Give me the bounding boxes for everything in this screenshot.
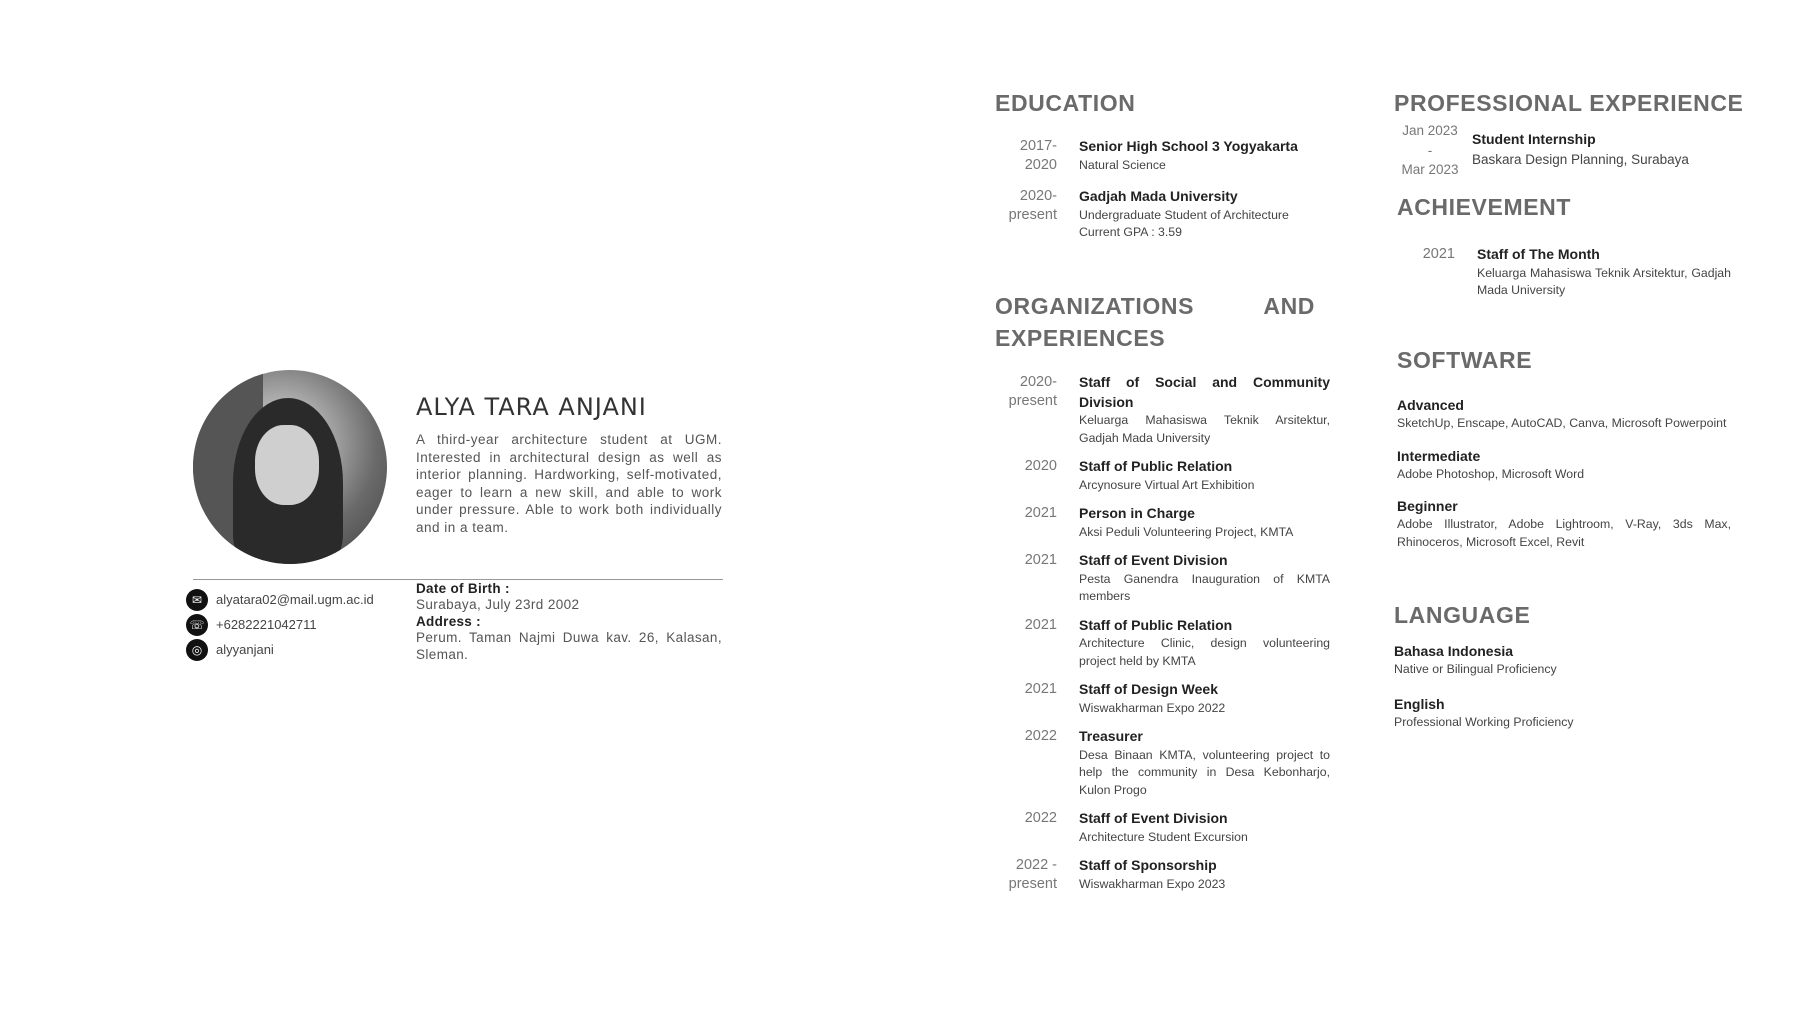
organization-detail: Wiswakharman Expo 2022	[1079, 700, 1226, 715]
organization-role: Staff of Event Division	[1079, 552, 1228, 568]
contact-phone-text: +6282221042711	[216, 617, 317, 632]
organization-item	[985, 373, 1330, 447]
dob-value: Surabaya, July 23rd 2002	[416, 597, 580, 612]
organizations-title	[995, 290, 1315, 354]
organization-detail: Aksi Peduli Volunteering Project, KMTA	[1079, 524, 1294, 539]
language-title: LANGUAGE	[1394, 602, 1531, 628]
education-detail: Undergraduate Student of Architecture Current GPA : 3.59	[1079, 207, 1289, 239]
organization-role: Staff of Event Division	[1079, 810, 1228, 826]
software-list	[1397, 396, 1731, 551]
organization-year: 2021	[1024, 552, 1057, 568]
profile-divider	[193, 579, 723, 580]
contact-list	[186, 587, 374, 662]
organization-role: Treasurer	[1079, 728, 1143, 744]
organization-year: 2021	[1024, 681, 1057, 697]
organization-role: Staff of Public Relation	[1079, 616, 1233, 633]
organization-detail: Arcynosure Virtual Art Exhibition	[1079, 477, 1255, 492]
organization-year: 2020- present	[1008, 374, 1057, 409]
organization-item	[985, 809, 1330, 846]
whatsapp-icon: ☏	[186, 614, 208, 636]
organization-item	[985, 680, 1330, 717]
email-icon: ✉	[186, 589, 208, 611]
professional-item	[1394, 121, 1689, 180]
education-year: 2017- 2020	[1019, 138, 1057, 173]
education-school: Gadjah Mada University	[1079, 188, 1238, 204]
language-level: Professional Working Proficiency	[1394, 714, 1574, 729]
organization-role: Staff of Sponsorship	[1079, 857, 1217, 873]
achievement-name: Staff of The Month	[1477, 246, 1600, 262]
organization-year: 2022	[1024, 728, 1057, 744]
software-level-label: Advanced	[1397, 397, 1464, 413]
organization-detail: Pesta Ganendra Inauguration of KMTA members	[1079, 571, 1330, 603]
software-title: SOFTWARE	[1397, 347, 1533, 373]
contact-email[interactable]	[186, 587, 374, 612]
professional-title: PROFESSIONAL EXPERIENCE	[1394, 90, 1744, 116]
organization-item	[985, 551, 1330, 606]
education-item	[985, 137, 1330, 175]
profile-summary: A third-year architecture student at UGM. Interested in architectural design as well as interior planning. Hardworking, self-motivated, eager to learn a new skill, and able to work under pressure. Able to work both individually and in a team.	[416, 432, 722, 535]
education-title: EDUCATION	[995, 90, 1136, 116]
profile-name: ALYA TARA ANJANI	[416, 393, 647, 421]
contact-phone[interactable]	[186, 612, 374, 637]
photo-face	[255, 425, 319, 505]
software-level-advanced	[1397, 396, 1731, 433]
organization-year: 2021	[1024, 616, 1057, 633]
education-item	[985, 187, 1330, 242]
organization-detail: Architecture Clinic, design volunteering project held by KMTA	[1079, 636, 1330, 668]
language-item	[1394, 642, 1574, 679]
achievement-item	[1410, 245, 1731, 300]
organizations-title-part2: AND	[1263, 293, 1315, 319]
organization-role: Person in Charge	[1079, 505, 1195, 521]
organization-year: 2022	[1024, 810, 1057, 826]
language-list	[1394, 642, 1574, 731]
language-name: Bahasa Indonesia	[1394, 643, 1514, 659]
achievement-title: ACHIEVEMENT	[1397, 194, 1572, 220]
instagram-icon: ◎	[186, 639, 208, 661]
organization-detail: Keluarga Mahasiswa Teknik Arsitektur, Gadjah Mada University	[1079, 413, 1330, 445]
software-level-label: Beginner	[1397, 498, 1458, 514]
software-level-label: Intermediate	[1397, 447, 1481, 464]
professional-period: Jan 2023 - Mar 2023	[1401, 123, 1459, 177]
software-level-beginner	[1397, 497, 1731, 551]
education-detail: Natural Science	[1079, 157, 1166, 172]
contact-email-text: alyatara02@mail.ugm.ac.id	[216, 592, 374, 607]
achievement-detail: Keluarga Mahasiswa Teknik Arsitektur, Gadjah Mada University	[1477, 265, 1731, 297]
address-value: Perum. Taman Najmi Duwa kav. 26, Kalasan, Sleman.	[416, 629, 722, 662]
education-school: Senior High School 3 Yogyakarta	[1079, 138, 1298, 154]
organization-item	[985, 457, 1330, 494]
language-level: Native or Bilingual Proficiency	[1394, 662, 1557, 676]
organization-role: Staff of Social and Community Division	[1079, 374, 1330, 410]
software-level-items: SketchUp, Enscape, AutoCAD, Canva, Microsoft Powerpoint	[1397, 416, 1727, 430]
language-item	[1394, 695, 1574, 732]
organizations-list	[985, 373, 1330, 894]
contact-instagram[interactable]	[186, 637, 374, 662]
organization-role: Staff of Public Relation	[1079, 458, 1233, 474]
organizations-title-part3: EXPERIENCES	[995, 325, 1166, 351]
organization-item	[985, 856, 1330, 894]
address-label: Address :	[416, 613, 481, 629]
personal-info	[416, 581, 722, 664]
profile-photo	[193, 370, 387, 564]
software-level-items: Adobe Illustrator, Adobe Lightroom, V-Ray, 3ds Max, Rhinoceros, Microsoft Excel, Revit	[1397, 517, 1731, 549]
organization-detail: Wiswakharman Expo 2023	[1079, 876, 1226, 891]
organization-detail: Desa Binaan KMTA, volunteering project to help the community in Desa Kebonharjo, Kulon Progo	[1079, 747, 1330, 797]
organizations-title-part1: ORGANIZATIONS	[995, 293, 1195, 319]
organization-year: 2022 - present	[1008, 857, 1057, 892]
professional-role: Student Internship	[1472, 131, 1596, 147]
software-level-items: Adobe Photoshop, Microsoft Word	[1397, 466, 1585, 481]
education-year: 2020- present	[1008, 188, 1057, 223]
language-name: English	[1394, 695, 1445, 712]
organization-detail: Architecture Student Excursion	[1079, 829, 1248, 844]
organization-item	[985, 727, 1330, 799]
organization-year: 2020	[1024, 458, 1057, 474]
professional-company: Baskara Design Planning, Surabaya	[1472, 151, 1689, 167]
organization-year: 2021	[1024, 505, 1057, 521]
achievement-year: 2021	[1422, 246, 1455, 262]
organization-role: Staff of Design Week	[1079, 681, 1218, 697]
contact-instagram-text: alyyanjani	[216, 642, 274, 657]
software-level-intermediate	[1397, 447, 1731, 484]
dob-label: Date of Birth :	[416, 581, 510, 596]
organization-item	[985, 616, 1330, 671]
education-list	[985, 137, 1330, 242]
organization-item	[985, 504, 1330, 541]
